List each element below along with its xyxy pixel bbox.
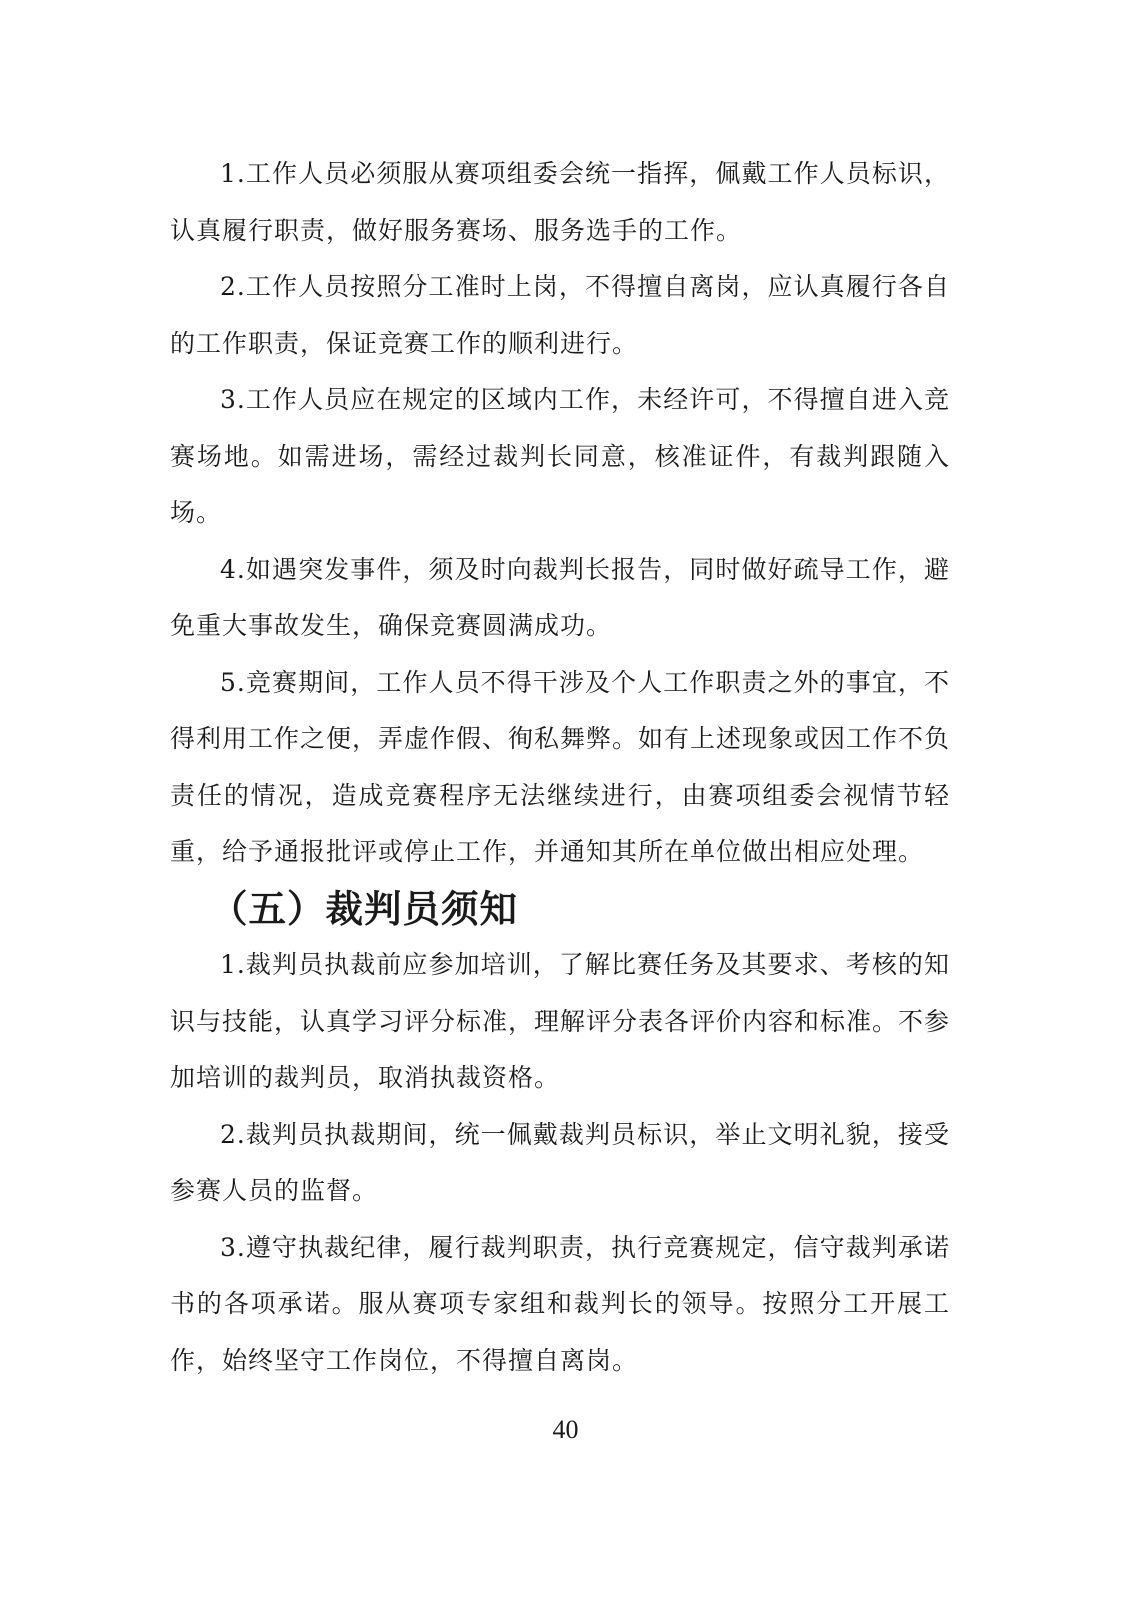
staff-rule-1: 1.工作人员必须服从赛项组委会统一指挥，佩戴工作人员标识，认真履行职责，做好服务赛场、服务选手的工作。 (170, 159, 950, 245)
page-body (170, 146, 950, 1389)
referee-rule-2: 2.裁判员执裁期间，统一佩戴裁判员标识，举止文明礼貌，接受参赛人员的监督。 (170, 1119, 950, 1205)
staff-rule-3: 3.工作人员应在规定的区域内工作，未经许可，不得擅自进入竞赛场地。如需进场，需经过裁判长同意，核准证件，有裁判跟随入场。 (170, 385, 950, 527)
section-heading-referee-notice: （五）裁判员须知 (210, 886, 518, 931)
page-number: 40 (552, 1415, 579, 1444)
referee-rule-3: 3.遵守执裁纪律，履行裁判职责，执行竞赛规定，信守裁判承诺书的各项承诺。服从赛项专家组和裁判长的领导。按照分工开展工作，始终坚守工作岗位，不得擅自离岗。 (170, 1232, 950, 1375)
staff-rule-4: 4.如遇突发事件，须及时向裁判长报告，同时做好疏导工作，避免重大事故发生，确保竞赛圆满成功。 (170, 554, 950, 640)
referee-rule-1: 1.裁判员执裁前应参加培训，了解比赛任务及其要求、考核的知识与技能，认真学习评分标准，理解评分表各评价内容和标准。不参加培训的裁判员，取消执裁资格。 (170, 950, 951, 1092)
staff-rule-2: 2.工作人员按照分工准时上岗，不得擅自离岗，应认真履行各自的工作职责，保证竞赛工作的顺利进行。 (170, 272, 950, 358)
staff-rule-5: 5.竞赛期间，工作人员不得干涉及个人工作职责之外的事宜，不得利用工作之便，弄虚作假、徇私舞弊。如有上述现象或因工作不负责任的情况，造成竞赛程序无法继续进行，由赛项组委会视情节轻重，给予通报批评或停止工作，并通知其所在单位做出相应处理。 (170, 667, 951, 866)
